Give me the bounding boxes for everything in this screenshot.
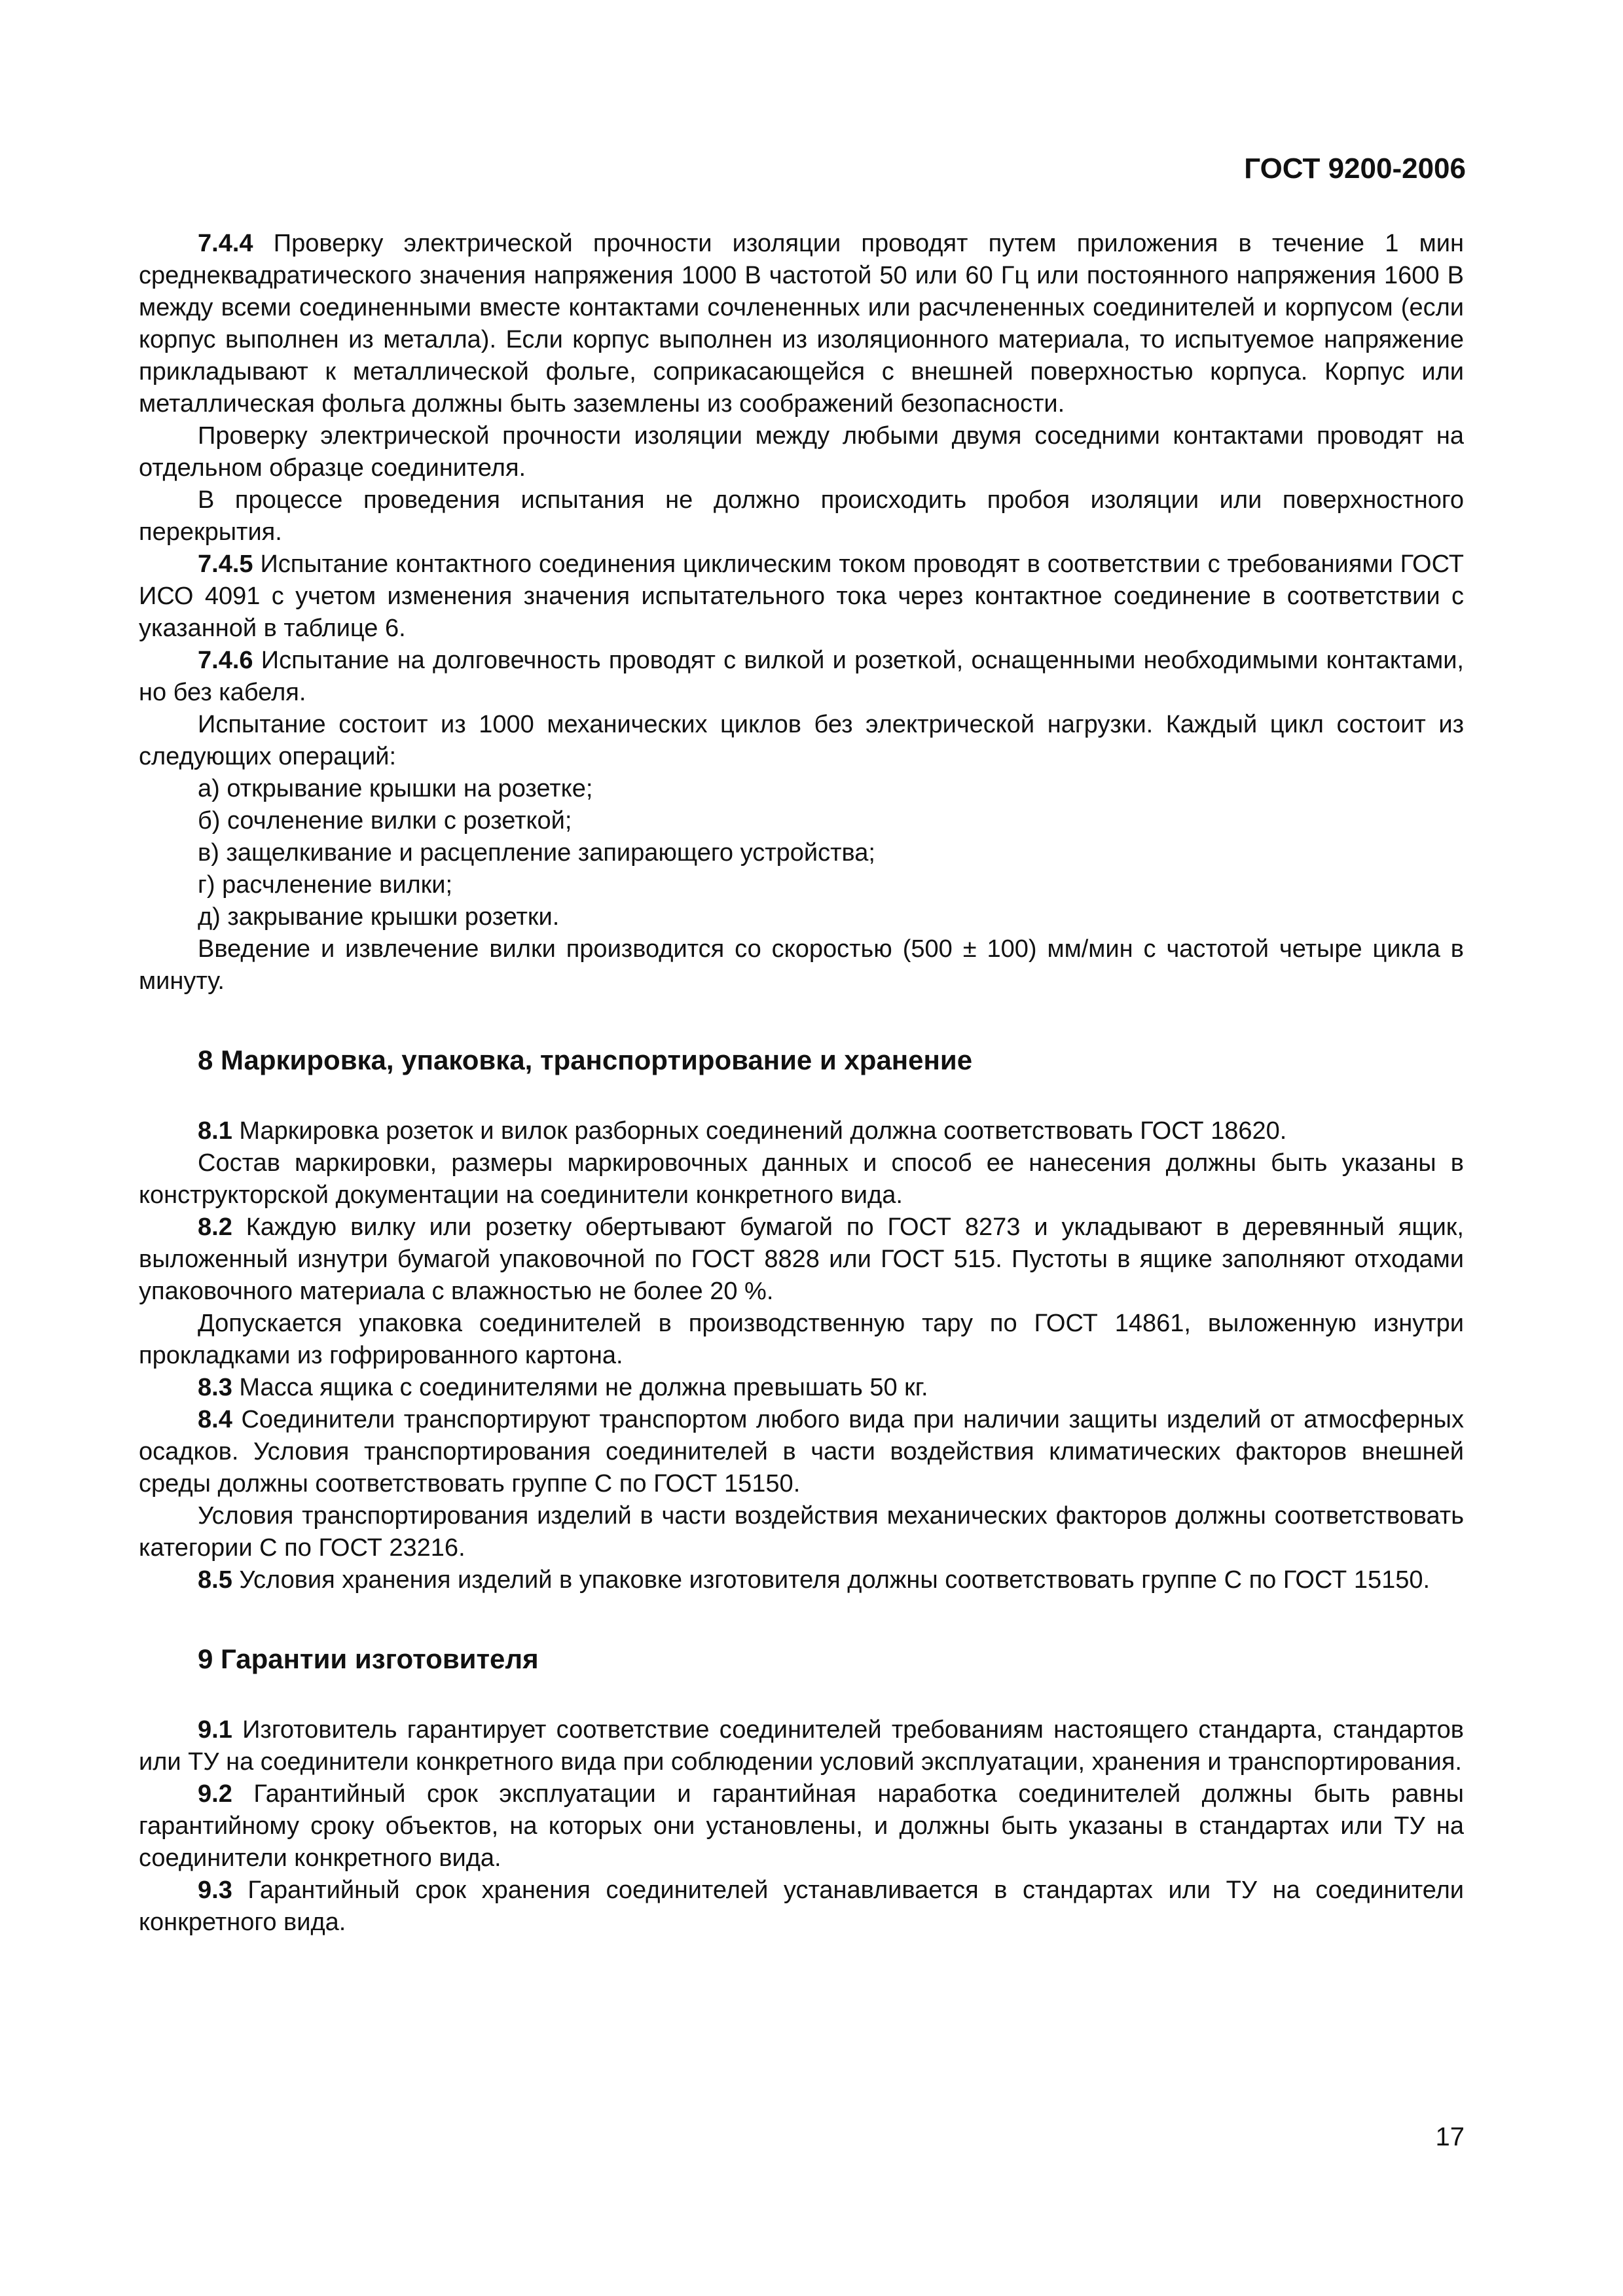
clause-7-4-6 <box>139 645 1464 709</box>
paragraph: Состав маркировки, размеры маркировочных данных и способ ее нанесения должны быть указаны в конструкторской документации на соединители конкретного вида. <box>139 1149 1464 1209</box>
paragraph: Введение и извлечение вилки производится со скоростью (500 ± 100) мм/мин с частотой четыре цикла в минуту. <box>139 935 1464 995</box>
clause-text: Соединители транспортируют транспортом любого вида при наличии защиты изделий от атмосферных осадков. Условия транспортирования соединителей в части воздействия климатических факторов внешней среды должны соответствовать группе С по ГОСТ 15150. <box>139 1406 1464 1498</box>
clause-text: Маркировка розеток и вилок разборных соединений должна соответствовать ГОСТ 18620. <box>239 1117 1287 1145</box>
clause-text: Изготовитель гарантирует соответствие соединителей требованиям настоящего стандарта, стандартов или ТУ на соединители конкретного вида при соблюдении условий эксплуатации, хранения и транспортирования. <box>139 1716 1464 1776</box>
list-item: г) расчленение вилки; <box>198 871 453 899</box>
paragraph: Условия транспортирования изделий в части воздействия механических факторов должны соответствовать категории С по ГОСТ 23216. <box>139 1502 1464 1562</box>
section-9-heading: 9 Гарантии изготовителя <box>198 1643 539 1674</box>
clause-number: 9.1 <box>198 1716 232 1744</box>
clause-number: 7.4.4 <box>198 230 253 257</box>
clause-text: Гарантийный срок хранения соединителей устанавливается в стандартах или ТУ на соединители конкретного вида. <box>139 1876 1465 1936</box>
document-body <box>139 228 1464 1939</box>
clause-number: 7.4.5 <box>198 550 253 578</box>
clause-text: Условия хранения изделий в упаковке изготовителя должны соответствовать группе С по ГОСТ 15150. <box>239 1566 1431 1594</box>
list-item: в) защелкивание и расцепление запирающего устройства; <box>198 839 875 867</box>
clause-9-3 <box>139 1874 1464 1939</box>
paragraph: В процессе проведения испытания не должно происходить пробоя изоляции или поверхностного перекрытия. <box>139 486 1464 546</box>
list-item: а) открывание крышки на розетке; <box>198 775 593 802</box>
paragraph: Испытание состоит из 1000 механических циклов без электрической нагрузки. Каждый цикл состоит из следующих операций: <box>139 711 1464 770</box>
clause-text: Испытание контактного соединения циклическим током проводят в соответствии с требованиями ГОСТ ИСО 4091 с учетом изменения значения испытательного тока через контактное соединение в соответствии с указанной в таблице 6. <box>139 550 1464 642</box>
clause-7-4-5 <box>139 548 1464 645</box>
clause-text: Масса ящика с соединителями не должна превышать 50 кг. <box>239 1374 928 1401</box>
clause-number: 8.4 <box>198 1406 232 1433</box>
clause-9-1 <box>139 1714 1464 1778</box>
clause-8-5 <box>139 1564 1464 1596</box>
clause-number: 9.3 <box>198 1876 232 1904</box>
clause-number: 9.2 <box>198 1780 232 1808</box>
clause-number: 8.2 <box>198 1213 232 1241</box>
clause-8-3 <box>139 1372 1464 1404</box>
clause-text: Гарантийный срок эксплуатации и гарантийная наработка соединителей должны быть равны гарантийному сроку объектов, на которых они установлены, и должны быть указаны в стандартах или ТУ на соединители конкретного вида. <box>139 1780 1464 1872</box>
list-item: д) закрывание крышки розетки. <box>198 903 560 931</box>
clause-text: Испытание на долговечность проводят с вилкой и розеткой, оснащенными необходимыми контактами, но без кабеля. <box>139 647 1464 706</box>
page-number: 17 <box>1435 2123 1465 2151</box>
clause-9-2 <box>139 1778 1464 1874</box>
clause-8-1 <box>139 1115 1464 1147</box>
clause-text: Каждую вилку или розетку обертывают бумагой по ГОСТ 8273 и укладывают в деревянный ящик, выложенный изнутри бумагой упаковочной по ГОСТ 8828 или ГОСТ 515. Пустоты в ящике заполняют отходами упаковочного материала с влажностью не более 20 %. <box>139 1213 1464 1305</box>
document-id-header: ГОСТ 9200-2006 <box>1244 152 1466 185</box>
clause-8-2 <box>139 1211 1464 1308</box>
clause-number: 8.5 <box>198 1566 232 1594</box>
section-8-heading: 8 Маркировка, упаковка, транспортирование и хранение <box>198 1045 973 1075</box>
clause-number: 8.1 <box>198 1117 232 1145</box>
clause-number: 8.3 <box>198 1374 232 1401</box>
paragraph: Проверку электрической прочности изоляции между любыми двумя соседними контактами проводят на отдельном образце соединителя. <box>139 422 1464 482</box>
clause-number: 7.4.6 <box>198 647 253 674</box>
clause-7-4-4 <box>139 228 1464 420</box>
paragraph: Допускается упаковка соединителей в производственную тару по ГОСТ 14861, выложенную изнутри прокладками из гофрированного картона. <box>139 1310 1464 1369</box>
clause-8-4 <box>139 1404 1464 1500</box>
list-item: б) сочленение вилки с розеткой; <box>198 807 572 834</box>
clause-text: Проверку электрической прочности изоляции проводят путем приложения в течение 1 мин среднеквадратического значения напряжения 1000 В частотой 50 или 60 Гц или постоянного напряжения 1600 В между всеми соединенными вместе контактами сочлененных или расчлененных соединителей и корпусом (если корпус выполнен из металла). Если корпус выполнен из изоляционного материала, то испытуемое напряжение прикладывают к металлической фольге, соприкасающейся с внешней поверхностью корпуса. Корпус или металлическая фольга должны быть заземлены из соображений безопасности. <box>139 230 1464 418</box>
